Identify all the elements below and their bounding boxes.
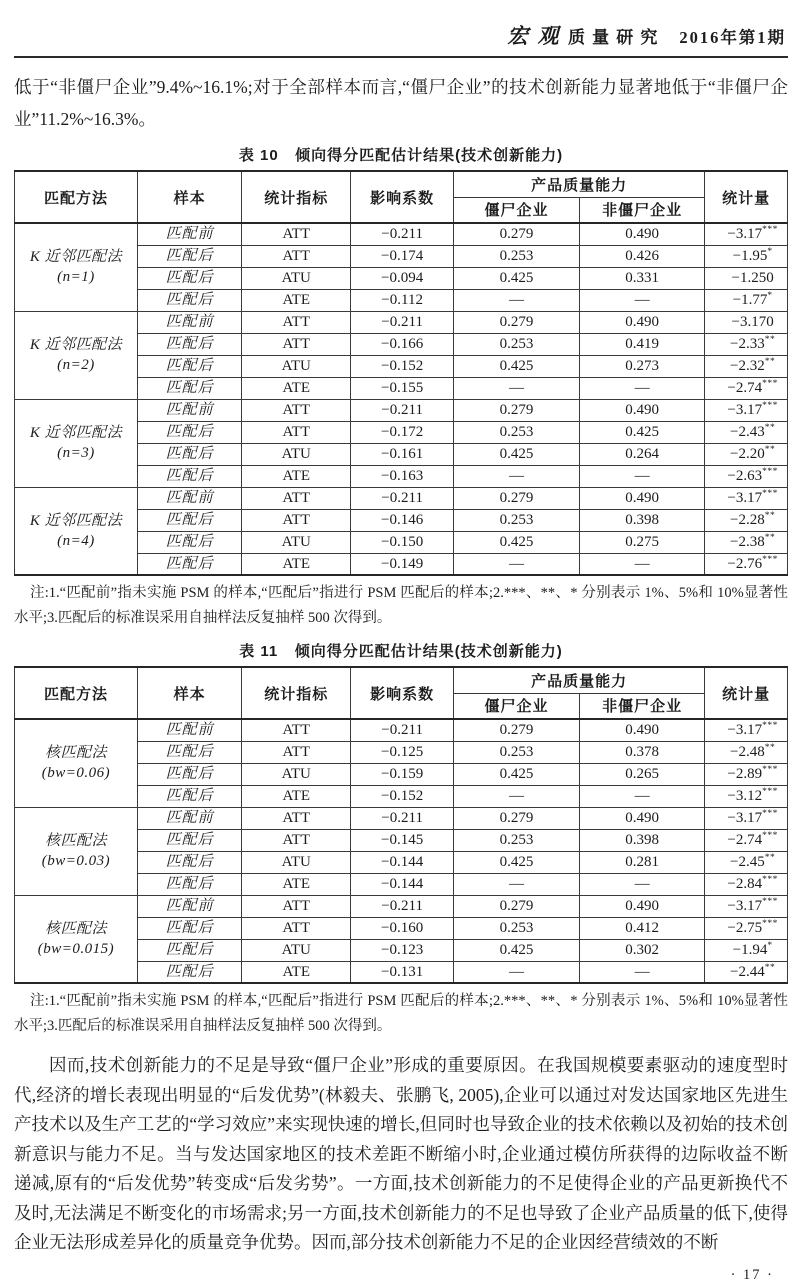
indicator-cell: ATT xyxy=(242,399,351,421)
sample-cell: 匹配后 xyxy=(137,443,241,465)
significance-stars: *** xyxy=(762,554,778,565)
sample-cell: 匹配后 xyxy=(137,465,241,487)
sample-cell: 匹配后 xyxy=(137,785,241,807)
statistic-cell: −3.12*** xyxy=(705,785,788,807)
journal-title: 质量研究 xyxy=(568,28,665,47)
non-zombie-cell: 0.302 xyxy=(580,939,705,961)
zombie-cell: 0.279 xyxy=(454,807,580,829)
non-zombie-cell: 0.264 xyxy=(580,443,705,465)
running-head xyxy=(14,12,788,58)
coefficient-cell: −0.131 xyxy=(351,961,454,983)
sample-cell: 匹配后 xyxy=(137,355,241,377)
closing-paragraph: 因而,技术创新能力的不足是导致“僵尸企业”形成的重要原因。在我国规模要素驱动的速度型时代,经济的增长表现出明显的“后发优势”(林毅夫、张鹏飞, 2005),企业可以通过对发达国家地区先进生产技术以及生产工艺的“学习效应”来实现快速的增长,但同时也导致企业的技术依赖以及初始的技术创新意识与能力不足。当与发达国家地区的技术差距不断缩小时,企业通过模仿所获得的边际收益不断递减,原有的“后发优势”转变成“后发劣势”。一方面,技术创新能力的不足使得企业的产品更新换代不及时,无法满足不断变化的市场需求;另一方面,技术创新能力的不足也导致了企业产品质量的低下,使得企业无法形成差异化的质量竞争优势。因而,部分技术创新能力不足的企业因经营绩效的不断 xyxy=(14,1055,788,1252)
indicator-cell: ATT xyxy=(242,311,351,333)
statistic-cell: −3.17*** xyxy=(705,399,788,421)
coefficient-cell: −0.152 xyxy=(351,355,454,377)
col-header-quality-group: 产品质量能力 xyxy=(454,667,705,693)
coefficient-cell: −0.155 xyxy=(351,377,454,399)
non-zombie-cell: 0.490 xyxy=(580,399,705,421)
significance-stars: *** xyxy=(762,489,778,499)
zombie-cell: 0.425 xyxy=(454,851,580,873)
zombie-cell: — xyxy=(454,465,580,487)
indicator-cell: ATU xyxy=(242,355,351,377)
statistic-cell: −2.44** xyxy=(705,961,788,983)
statistic-cell: −1.94* xyxy=(705,939,788,961)
significance-stars: *** xyxy=(762,721,778,732)
col-header-method: 匹配方法 xyxy=(15,667,138,719)
statistic-cell: −2.74*** xyxy=(705,829,788,851)
col-header-indicator: 统计指标 xyxy=(242,171,351,223)
table10-caption-title: 倾向得分匹配估计结果(技术创新能力) xyxy=(295,147,564,164)
coefficient-cell: −0.159 xyxy=(351,763,454,785)
coefficient-cell: −0.211 xyxy=(351,895,454,917)
table11-caption xyxy=(14,640,788,661)
statistic-cell: −2.75*** xyxy=(705,917,788,939)
significance-stars: ** xyxy=(764,335,776,345)
sample-cell: 匹配后 xyxy=(137,829,241,851)
indicator-cell: ATU xyxy=(242,443,351,465)
indicator-cell: ATU xyxy=(242,763,351,785)
coefficient-cell: −0.211 xyxy=(351,807,454,829)
sample-cell: 匹配后 xyxy=(137,763,241,785)
table11-caption-title: 倾向得分匹配估计结果(技术创新能力) xyxy=(294,643,563,660)
zombie-cell: 0.425 xyxy=(454,531,580,553)
sample-cell: 匹配后 xyxy=(137,939,241,961)
non-zombie-cell: 0.490 xyxy=(580,487,705,509)
statistic-cell: −2.28** xyxy=(705,509,788,531)
non-zombie-cell: 0.490 xyxy=(580,895,705,917)
method-cell: K 近邻匹配法 (n=1) xyxy=(15,223,138,311)
coefficient-cell: −0.174 xyxy=(351,245,454,267)
sample-cell: 匹配后 xyxy=(137,553,241,575)
significance-stars: * xyxy=(767,941,773,951)
coefficient-cell: −0.161 xyxy=(351,443,454,465)
significance-stars: *** xyxy=(762,379,778,389)
table11-header xyxy=(15,667,788,719)
significance-stars: ** xyxy=(764,423,776,433)
statistic-cell: −3.17*** xyxy=(705,223,788,245)
statistic-cell: −3.17*** xyxy=(705,895,788,917)
table-row xyxy=(15,487,788,509)
method-cell: K 近邻匹配法 (n=4) xyxy=(15,487,138,575)
sample-cell: 匹配前 xyxy=(137,399,241,421)
non-zombie-cell: 0.490 xyxy=(580,807,705,829)
sample-cell: 匹配后 xyxy=(137,531,241,553)
coefficient-cell: −0.211 xyxy=(351,223,454,245)
significance-stars: * xyxy=(767,291,773,301)
zombie-cell: 0.253 xyxy=(454,741,580,763)
zombie-cell: — xyxy=(454,785,580,807)
significance-stars: *** xyxy=(762,809,778,819)
indicator-cell: ATE xyxy=(242,377,351,399)
significance-stars: *** xyxy=(762,467,778,477)
col-header-sample: 样本 xyxy=(137,171,241,223)
coefficient-cell: −0.144 xyxy=(351,851,454,873)
indicator-cell: ATE xyxy=(242,289,351,311)
table-row xyxy=(15,223,788,245)
non-zombie-cell: — xyxy=(580,785,705,807)
table-row xyxy=(15,311,788,333)
zombie-cell: 0.279 xyxy=(454,895,580,917)
statistic-cell: −2.20** xyxy=(705,443,788,465)
table10-note: 注:1.“匹配前”指未实施 PSM 的样本,“匹配后”指进行 PSM 匹配后的样本;2.***、**、* 分别表示 1%、5%和 10%显著性水平;3.匹配后的标准误采用自抽样法反复抽样 500 次得到。 xyxy=(14,585,788,626)
statistic-cell: −2.32** xyxy=(705,355,788,377)
indicator-cell: ATE xyxy=(242,873,351,895)
zombie-cell: 0.253 xyxy=(454,421,580,443)
zombie-cell: 0.425 xyxy=(454,267,580,289)
zombie-cell: — xyxy=(454,377,580,399)
table11 xyxy=(14,666,788,984)
statistic-cell: −2.84*** xyxy=(705,873,788,895)
table-row xyxy=(15,399,788,421)
coefficient-cell: −0.211 xyxy=(351,487,454,509)
table11-body xyxy=(15,719,788,983)
sample-cell: 匹配后 xyxy=(137,509,241,531)
sample-cell: 匹配前 xyxy=(137,487,241,509)
significance-stars: *** xyxy=(762,225,778,236)
statistic-cell: −2.48** xyxy=(705,741,788,763)
coefficient-cell: −0.123 xyxy=(351,939,454,961)
significance-stars: *** xyxy=(762,875,778,885)
coefficient-cell: −0.211 xyxy=(351,399,454,421)
col-header-zombie: 僵尸企业 xyxy=(454,693,580,719)
zombie-cell: 0.279 xyxy=(454,487,580,509)
significance-stars: ** xyxy=(764,445,776,455)
indicator-cell: ATT xyxy=(242,245,351,267)
statistic-cell: −3.17*** xyxy=(705,719,788,741)
significance-stars: *** xyxy=(762,787,778,797)
page-number: · 17 · xyxy=(730,1266,774,1283)
sample-cell: 匹配前 xyxy=(137,719,241,741)
indicator-cell: ATU xyxy=(242,851,351,873)
col-header-quality-group: 产品质量能力 xyxy=(454,171,705,197)
method-cell: 核匹配法 (bw=0.03) xyxy=(15,807,138,895)
indicator-cell: ATE xyxy=(242,465,351,487)
zombie-cell: 0.279 xyxy=(454,311,580,333)
col-header-non-zombie: 非僵尸企业 xyxy=(580,693,705,719)
significance-stars: *** xyxy=(762,919,778,929)
indicator-cell: ATT xyxy=(242,719,351,741)
indicator-cell: ATU xyxy=(242,939,351,961)
statistic-cell: −1.250 xyxy=(705,267,788,289)
statistic-cell: −2.38** xyxy=(705,531,788,553)
statistic-cell: −2.74*** xyxy=(705,377,788,399)
zombie-cell: 0.425 xyxy=(454,763,580,785)
coefficient-cell: −0.211 xyxy=(351,311,454,333)
coefficient-cell: −0.146 xyxy=(351,509,454,531)
non-zombie-cell: 0.412 xyxy=(580,917,705,939)
statistic-cell: −3.17*** xyxy=(705,807,788,829)
indicator-cell: ATU xyxy=(242,531,351,553)
method-cell: 核匹配法 (bw=0.015) xyxy=(15,895,138,983)
zombie-cell: 0.253 xyxy=(454,333,580,355)
table10-caption xyxy=(14,144,788,165)
statistic-cell: −1.95* xyxy=(705,245,788,267)
non-zombie-cell: — xyxy=(580,465,705,487)
table10 xyxy=(14,170,788,576)
statistic-cell: −3.170 xyxy=(705,311,788,333)
non-zombie-cell: 0.378 xyxy=(580,741,705,763)
zombie-cell: — xyxy=(454,289,580,311)
coefficient-cell: −0.172 xyxy=(351,421,454,443)
table-row xyxy=(15,895,788,917)
table10-header xyxy=(15,171,788,223)
non-zombie-cell: — xyxy=(580,553,705,575)
indicator-cell: ATT xyxy=(242,741,351,763)
statistic-cell: −2.45** xyxy=(705,851,788,873)
col-header-sample: 样本 xyxy=(137,667,241,719)
indicator-cell: ATT xyxy=(242,807,351,829)
coefficient-cell: −0.144 xyxy=(351,873,454,895)
sample-cell: 匹配后 xyxy=(137,851,241,873)
statistic-cell: −3.17*** xyxy=(705,487,788,509)
sample-cell: 匹配后 xyxy=(137,917,241,939)
indicator-cell: ATT xyxy=(242,829,351,851)
table11-caption-label: 表 11 xyxy=(239,643,279,660)
sample-cell: 匹配后 xyxy=(137,961,241,983)
non-zombie-cell: — xyxy=(580,961,705,983)
indicator-cell: ATE xyxy=(242,961,351,983)
significance-stars: *** xyxy=(762,831,778,841)
significance-stars: *** xyxy=(762,765,778,775)
sample-cell: 匹配后 xyxy=(137,245,241,267)
non-zombie-cell: 0.273 xyxy=(580,355,705,377)
non-zombie-cell: 0.281 xyxy=(580,851,705,873)
non-zombie-cell: 0.426 xyxy=(580,245,705,267)
significance-stars: ** xyxy=(764,743,776,753)
statistic-cell: −2.76*** xyxy=(705,553,788,575)
significance-stars: ** xyxy=(764,533,776,543)
coefficient-cell: −0.163 xyxy=(351,465,454,487)
coefficient-cell: −0.152 xyxy=(351,785,454,807)
zombie-cell: 0.253 xyxy=(454,917,580,939)
non-zombie-cell: 0.398 xyxy=(580,829,705,851)
indicator-cell: ATT xyxy=(242,509,351,531)
significance-stars: * xyxy=(767,247,773,257)
indicator-cell: ATT xyxy=(242,333,351,355)
table-row xyxy=(15,807,788,829)
statistic-cell: −1.77* xyxy=(705,289,788,311)
sample-cell: 匹配前 xyxy=(137,807,241,829)
non-zombie-cell: 0.419 xyxy=(580,333,705,355)
sample-cell: 匹配前 xyxy=(137,895,241,917)
non-zombie-cell: 0.265 xyxy=(580,763,705,785)
sample-cell: 匹配后 xyxy=(137,267,241,289)
col-header-coefficient: 影响系数 xyxy=(351,171,454,223)
coefficient-cell: −0.112 xyxy=(351,289,454,311)
significance-stars: *** xyxy=(762,897,778,907)
indicator-cell: ATE xyxy=(242,785,351,807)
significance-stars: ** xyxy=(764,962,776,973)
coefficient-cell: −0.211 xyxy=(351,719,454,741)
sample-cell: 匹配前 xyxy=(137,311,241,333)
method-cell: K 近邻匹配法 (n=2) xyxy=(15,311,138,399)
statistic-cell: −2.33** xyxy=(705,333,788,355)
table-row xyxy=(15,719,788,741)
col-header-coefficient: 影响系数 xyxy=(351,667,454,719)
non-zombie-cell: 0.331 xyxy=(580,267,705,289)
non-zombie-cell: 0.490 xyxy=(580,223,705,245)
col-header-zombie: 僵尸企业 xyxy=(454,197,580,223)
journal-issue: 2016年第1期 xyxy=(679,28,786,47)
table10-body xyxy=(15,223,788,575)
col-header-indicator: 统计指标 xyxy=(242,667,351,719)
col-header-statistic: 统计量 xyxy=(705,171,788,223)
zombie-cell: — xyxy=(454,553,580,575)
zombie-cell: 0.253 xyxy=(454,245,580,267)
col-header-method: 匹配方法 xyxy=(15,171,138,223)
sample-cell: 匹配后 xyxy=(137,873,241,895)
sample-cell: 匹配后 xyxy=(137,741,241,763)
table10-caption-label: 表 10 xyxy=(238,147,279,164)
coefficient-cell: −0.145 xyxy=(351,829,454,851)
non-zombie-cell: 0.490 xyxy=(580,719,705,741)
statistic-cell: −2.43** xyxy=(705,421,788,443)
statistic-cell: −2.63*** xyxy=(705,465,788,487)
indicator-cell: ATT xyxy=(242,223,351,245)
zombie-cell: 0.279 xyxy=(454,223,580,245)
zombie-cell: 0.253 xyxy=(454,829,580,851)
zombie-cell: — xyxy=(454,873,580,895)
zombie-cell: 0.425 xyxy=(454,443,580,465)
col-header-non-zombie: 非僵尸企业 xyxy=(580,197,705,223)
indicator-cell: ATT xyxy=(242,895,351,917)
indicator-cell: ATT xyxy=(242,421,351,443)
coefficient-cell: −0.094 xyxy=(351,267,454,289)
zombie-cell: 0.253 xyxy=(454,509,580,531)
non-zombie-cell: 0.425 xyxy=(580,421,705,443)
sample-cell: 匹配后 xyxy=(137,377,241,399)
non-zombie-cell: — xyxy=(580,289,705,311)
coefficient-cell: −0.166 xyxy=(351,333,454,355)
non-zombie-cell: 0.275 xyxy=(580,531,705,553)
statistic-cell: −2.89*** xyxy=(705,763,788,785)
indicator-cell: ATE xyxy=(242,553,351,575)
zombie-cell: 0.279 xyxy=(454,399,580,421)
zombie-cell: 0.425 xyxy=(454,939,580,961)
table11-note: 注:1.“匹配前”指未实施 PSM 的样本,“匹配后”指进行 PSM 匹配后的样本;2.***、**、* 分别表示 1%、5%和 10%显著性水平;3.匹配后的标准误采用自抽样法反复抽样 500 次得到。 xyxy=(14,993,788,1034)
sample-cell: 匹配后 xyxy=(137,333,241,355)
significance-stars: ** xyxy=(764,853,776,863)
zombie-cell: — xyxy=(454,961,580,983)
significance-stars: ** xyxy=(764,511,776,521)
coefficient-cell: −0.150 xyxy=(351,531,454,553)
indicator-cell: ATU xyxy=(242,267,351,289)
significance-stars: ** xyxy=(764,357,776,367)
intro-paragraph: 低于“非僵尸企业”9.4%~16.1%;对于全部样本而言,“僵尸企业”的技术创新能力显著地低于“非僵尸企业”11.2%~16.3%。 xyxy=(14,77,788,129)
zombie-cell: 0.425 xyxy=(454,355,580,377)
coefficient-cell: −0.125 xyxy=(351,741,454,763)
non-zombie-cell: 0.490 xyxy=(580,311,705,333)
sample-cell: 匹配后 xyxy=(137,289,241,311)
coefficient-cell: −0.149 xyxy=(351,553,454,575)
non-zombie-cell: — xyxy=(580,377,705,399)
method-cell: 核匹配法 (bw=0.06) xyxy=(15,719,138,807)
non-zombie-cell: 0.398 xyxy=(580,509,705,531)
method-cell: K 近邻匹配法 (n=3) xyxy=(15,399,138,487)
significance-stars: *** xyxy=(762,401,778,411)
sample-cell: 匹配后 xyxy=(137,421,241,443)
zombie-cell: 0.279 xyxy=(454,719,580,741)
indicator-cell: ATT xyxy=(242,917,351,939)
coefficient-cell: −0.160 xyxy=(351,917,454,939)
journal-logo-script: 宏观 xyxy=(507,24,568,48)
non-zombie-cell: — xyxy=(580,873,705,895)
sample-cell: 匹配前 xyxy=(137,223,241,245)
col-header-statistic: 统计量 xyxy=(705,667,788,719)
indicator-cell: ATT xyxy=(242,487,351,509)
